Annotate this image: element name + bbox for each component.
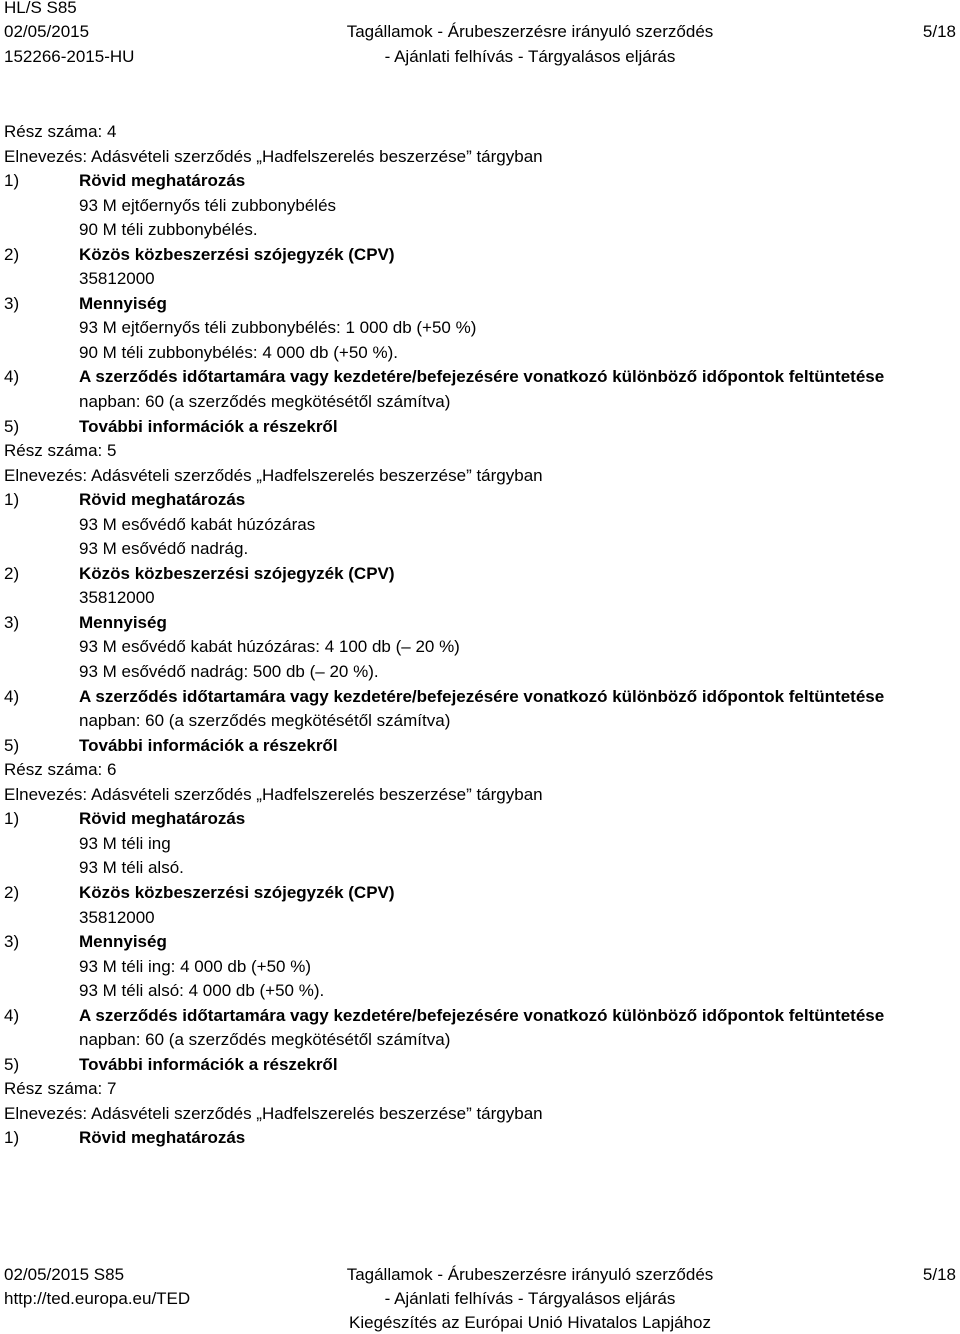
description-line: 93 M esővédő kabát húzózáras [79,514,316,534]
quantity-line: 93 M téli alsó: 4 000 db (+50 %). [79,981,325,1001]
part-label: Rész száma: 6 [4,760,117,780]
quantity-line: 93 M ejtőernyős téli zubbonybélés: 1 000 db (+50 %) [79,318,477,338]
section-number: 1) [4,171,20,191]
section-number: 1) [4,1128,20,1148]
part-name: Elnevezés: Adásvételi szerződés „Hadfelszerelés beszerzése” tárgyban [4,465,543,485]
section-title: További információk a részekről [79,735,338,755]
header-title-line1: Tagállamok - Árubeszerzésre irányuló szerződés [346,22,714,41]
header-title-line2: - Ajánlati felhívás - Tárgyalásos eljárás [384,47,676,66]
section-title: További információk a részekről [79,416,338,436]
description-line: 93 M ejtőernyős téli zubbonybélés [79,195,337,215]
section-number: 4) [4,367,20,387]
header-code: HL/S S85 [4,0,77,17]
part-name: Elnevezés: Adásvételi szerződés „Hadfelszerelés beszerzése” tárgyban [4,784,543,804]
duration-value: napban: 60 (a szerződés megkötésétől számítva) [79,1030,451,1050]
section-number: 2) [4,882,20,902]
section-title: Rövid meghatározás [79,171,246,191]
section-additional-info [4,1053,956,1078]
part-label: Rész száma: 7 [4,1079,117,1099]
part-4 [4,120,956,439]
section-cpv [4,881,956,906]
section-number: 5) [4,416,20,436]
section-title: Mennyiség [79,932,167,952]
description-line: 93 M esővédő nadrág. [79,539,249,559]
section-number: 5) [4,1054,20,1074]
section-title: Rövid meghatározás [79,490,246,510]
section-duration [4,685,956,710]
section-quantity [4,292,956,317]
section-quantity [4,611,956,636]
section-duration [4,1004,956,1029]
quantity-line: 90 M téli zubbonybélés: 4 000 db (+50 %). [79,342,398,362]
section-title: Közös közbeszerzési szójegyzék (CPV) [79,882,395,902]
duration-value: napban: 60 (a szerződés megkötésétől számítva) [79,711,451,731]
section-number: 3) [4,612,20,632]
part-label: Rész száma: 4 [4,122,117,141]
section-short-description [4,1126,956,1151]
part-6 [4,758,956,1077]
section-short-description [4,807,956,832]
footer-title-line3: Kiegészítés az Európai Unió Hivatalos Lapjához [349,1313,711,1332]
footer-title-line2: - Ajánlati felhívás - Tárgyalásos eljárás [384,1289,676,1308]
section-number: 4) [4,1005,20,1025]
section-number: 2) [4,563,20,583]
parts-list [4,120,956,1077]
section-title: A szerződés időtartamára vagy kezdetére/befejezésére vonatkozó különböző időpontok feltüntetése [79,1005,885,1025]
section-additional-info [4,415,956,440]
header-date: 02/05/2015 [4,22,90,41]
section-cpv [4,562,956,587]
section-cpv [4,243,956,268]
description-line: 93 M téli ing [79,833,171,853]
cpv-code: 35812000 [79,269,155,289]
section-number: 3) [4,293,20,313]
cpv-code: 35812000 [79,907,155,927]
section-title: A szerződés időtartamára vagy kezdetére/befejezésére vonatkozó különböző időpontok feltüntetése [79,686,885,706]
section-title: Rövid meghatározás [79,809,246,829]
footer-page-number: 5/18 [922,1265,956,1284]
section-number: 4) [4,686,20,706]
section-short-description [4,488,956,513]
footer-url[interactable]: http://ted.europa.eu/TED [4,1289,191,1308]
part-label: Rész száma: 5 [4,441,117,461]
section-title: Közös közbeszerzési szójegyzék (CPV) [79,563,395,583]
footer-title-line1: Tagállamok - Árubeszerzésre irányuló szerződés [346,1265,714,1284]
section-number: 2) [4,244,20,264]
section-title: Közös közbeszerzési szójegyzék (CPV) [79,244,395,264]
section-title: A szerződés időtartamára vagy kezdetére/befejezésére vonatkozó különböző időpontok feltüntetése [79,367,885,387]
cpv-code: 35812000 [79,588,155,608]
section-title: Mennyiség [79,612,167,632]
section-quantity [4,930,956,955]
section-additional-info [4,734,956,759]
quantity-line: 93 M esővédő kabát húzózáras: 4 100 db (– 20 %) [79,637,460,657]
part-7 [4,1077,956,1151]
description-line: 93 M téli alsó. [79,858,184,878]
section-number: 5) [4,735,20,755]
section-title: Rövid meghatározás [79,1128,246,1148]
part-name: Elnevezés: Adásvételi szerződés „Hadfelszerelés beszerzése” tárgyban [4,146,543,166]
section-number: 3) [4,932,20,952]
duration-value: napban: 60 (a szerződés megkötésétől számítva) [79,392,451,412]
section-number: 1) [4,490,20,510]
quantity-line: 93 M téli ing: 4 000 db (+50 %) [79,956,311,976]
part-name: Elnevezés: Adásvételi szerződés „Hadfelszerelés beszerzése” tárgyban [4,1103,543,1123]
footer-date-series: 02/05/2015 S85 [4,1265,125,1284]
section-duration [4,365,956,390]
header-id: 152266-2015-HU [4,47,135,66]
section-title: Mennyiség [79,293,167,313]
section-short-description [4,169,956,194]
quantity-line: 93 M esővédő nadrág: 500 db (– 20 %). [79,662,379,682]
part-5 [4,439,956,758]
description-line: 90 M téli zubbonybélés. [79,220,258,240]
document-body [4,120,956,1151]
header-page-number: 5/18 [922,22,956,41]
section-number: 1) [4,809,20,829]
section-title: További információk a részekről [79,1054,338,1074]
